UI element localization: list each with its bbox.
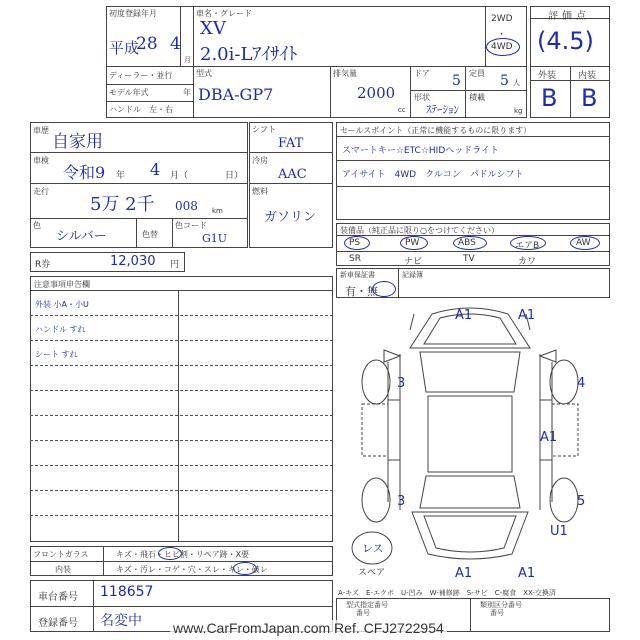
shape-label: 形状 [414, 93, 430, 102]
model-name: XV [200, 18, 226, 39]
mileage-value: 5万 2千 [90, 194, 155, 215]
model-year-unit: 年 [183, 88, 191, 97]
shift-value: FAT [278, 136, 304, 151]
recycle-unit: 円 [170, 260, 180, 270]
damage-mark-front-left: A1 [455, 308, 473, 323]
damage-mark-right-rear-door: 5 [577, 494, 586, 509]
model-year-label: モデル年式 [109, 88, 149, 97]
drive-4wd-circle [486, 38, 520, 56]
interior-wear-circle [233, 562, 257, 575]
warranty-label: 新車保証書 [340, 271, 375, 279]
shape-value: ｽﾃｰｼｮﾝ [426, 103, 459, 116]
displacement-label: 排気量 [333, 69, 357, 78]
recycle-block [30, 252, 185, 272]
inspection-era: 令和9 [63, 163, 106, 182]
chassis-label: 車台番号 [38, 592, 78, 603]
note-line-1: 外装 小A・小U [35, 300, 89, 309]
ac-value: AAC [278, 167, 307, 182]
cc-unit: cc [398, 106, 406, 114]
watermark: www.CarFromJapan.com Ref. CFJ2722954 [170, 620, 447, 636]
sales-point-line-1: スマートキー☆ETC☆HIDヘッドライト [342, 146, 499, 156]
warranty-none-circle [372, 281, 396, 297]
sales-points-label: セールスポイント（正常に機能するものに限ります） [340, 126, 532, 135]
mileage-unit: km [212, 207, 223, 215]
damage-mark-rear-right: A1 [518, 566, 536, 581]
equip-airbag-circle [510, 236, 546, 250]
drive-4wd: 4WD [491, 42, 513, 52]
capacity-value: 5 [500, 73, 509, 89]
type-designation-label: 型式指定番号 [346, 601, 388, 609]
interior-cond-label: 内装 [55, 565, 71, 574]
exterior-label: 外装 [538, 71, 557, 81]
inspection-month-unit: 月（ [170, 171, 189, 181]
equip-abs: ABS [458, 238, 476, 248]
color-value: シルバー [56, 229, 107, 244]
equip-navi: ナビ [404, 257, 423, 267]
door-value: 5 [452, 73, 461, 89]
reg-date-label: 初度登録年月 [109, 9, 157, 18]
use-label: 車歴 [33, 126, 49, 135]
interior-label: 内装 [578, 71, 597, 81]
interior-grade: B [581, 84, 598, 112]
dealer-label: ディーラー・並行 [109, 71, 173, 80]
record-book-label: 記録簿 [402, 271, 423, 279]
damage-mark-rear-left: A1 [455, 566, 473, 581]
inspection-month: 4 [150, 160, 161, 179]
note-line-3: シート すれ [35, 350, 78, 359]
reg-era: 平成 [109, 39, 140, 57]
grade-name: 2.0i-Lｱｲｻｲﾄ [200, 44, 298, 65]
damage-mark-right-rear: U1 [550, 524, 568, 539]
shift-label: シフト [252, 125, 276, 134]
damage-mark-left-rear-door: 3 [397, 494, 406, 509]
equip-aw-circle [570, 236, 600, 250]
fuel-value: ガソリン [264, 210, 317, 225]
score-label: 評価点 [548, 11, 590, 22]
drive-dot: ・ [497, 30, 507, 40]
front-glass-chip-circle [158, 547, 182, 560]
drive-2wd: 2WD [491, 14, 513, 24]
reg-year: 28 [136, 34, 158, 54]
color-change-label: 色替 [142, 230, 158, 239]
door-label: ドア [414, 69, 430, 78]
equip-pw-circle [400, 236, 428, 250]
registration-value: 名変中 [100, 613, 142, 629]
load-label: 積載 [469, 93, 485, 102]
reg-month: 4 [170, 34, 181, 54]
sales-point-line-2: アイサイト 4WD クルコン パドルシフト [342, 170, 524, 180]
use-value: 自家用 [52, 132, 103, 152]
equip-airbag: エアB [515, 241, 540, 251]
type-value: DBA-GP7 [198, 85, 274, 104]
chassis-value: 118657 [100, 584, 154, 600]
displacement-value: 2000 [357, 84, 396, 102]
damage-mark-front-right: A1 [518, 308, 536, 323]
equipment-label: 装備品（純正品に限り○をつけてください） [340, 226, 499, 235]
category-number-label: 番号 [490, 609, 504, 617]
capacity-unit: 人 [513, 79, 520, 87]
recycle-label: R券 [35, 260, 51, 270]
equip-ps-circle [344, 236, 370, 250]
color-code-value: G1U [202, 232, 228, 245]
mileage-small: 008 [175, 199, 198, 213]
front-glass-value: キズ・飛石・ヒビ割・リペア跡・X要 [116, 550, 250, 559]
equip-abs-circle [453, 236, 487, 250]
model-label: 車名・グレード [196, 9, 252, 18]
note-line-2: ハンドル すれ [35, 325, 86, 334]
interior-cond-value: キズ・汚レ・コゲ・穴・スレ・キレ・破レ [116, 565, 268, 574]
type-label: 型式 [196, 69, 212, 78]
recycle-value: 12,030 [110, 254, 156, 269]
handle-label: ハンドル 左・右 [109, 105, 173, 114]
month-unit: 月 [184, 56, 191, 64]
ac-label: 冷房 [252, 156, 268, 165]
damage-mark-roof: A1 [540, 430, 558, 445]
capacity-label: 定員 [469, 69, 485, 78]
load-unit: kg [514, 107, 523, 115]
inspection-day-unit: 日） [225, 171, 244, 181]
equip-tv: TV [463, 254, 475, 264]
notes-label: 注意事項申告欄 [34, 280, 90, 289]
warranty-value: 有・無 [345, 285, 378, 298]
fuel-label: 燃料 [252, 187, 268, 196]
color-code-label: 色コード [175, 221, 207, 230]
damage-mark-left-front-door: 3 [397, 376, 406, 391]
category-label: 類別区分番号 [480, 601, 522, 609]
equip-pw: PW [405, 238, 420, 248]
equip-sr: SR [349, 254, 361, 264]
inspection-label: 車検 [33, 156, 49, 165]
inspection-year-unit: 年 [116, 171, 126, 181]
equip-leather: カワ [518, 257, 537, 267]
spare-label: スペア [358, 568, 386, 578]
mileage-label: 走行 [33, 187, 49, 196]
score-value: (4.5) [537, 27, 594, 55]
color-label: 色 [33, 221, 41, 230]
exterior-grade: B [541, 84, 558, 112]
equip-ps: PS [349, 238, 361, 248]
registration-label: 登録番号 [38, 618, 78, 629]
front-glass-label: フロントガラス [33, 550, 89, 559]
spare-mark: レス [362, 542, 384, 555]
damage-mark-right-front-door: 4 [577, 376, 586, 391]
damage-legend: A-キズ E-エクボ U-凹み W-補修跡 S-サビ C-腐食 XX-交換済 [338, 589, 556, 597]
type-designation-number-label: 番号 [356, 609, 370, 617]
equip-aw: AW [576, 238, 591, 248]
